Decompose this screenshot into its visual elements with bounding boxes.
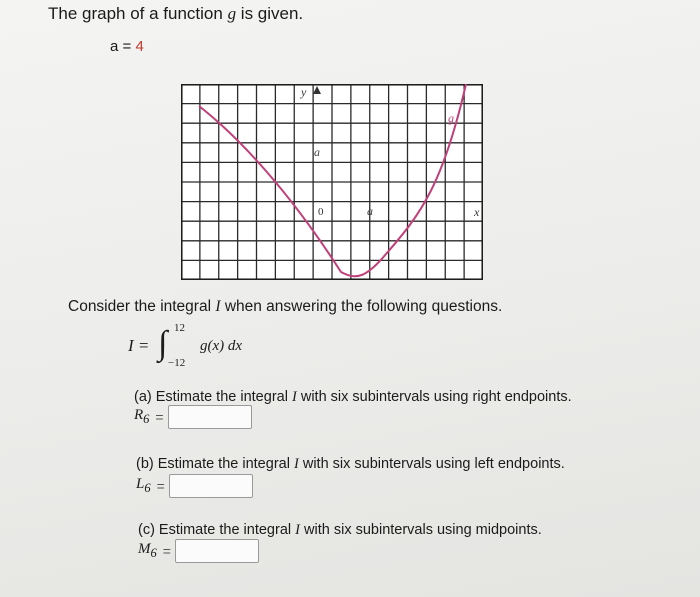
- curve-label: g: [448, 111, 454, 125]
- question-a-answer-row: $R_6$ =: [134, 405, 252, 429]
- left-endpoint-answer-input[interactable]: [169, 474, 253, 498]
- integral-upper-limit: 12: [174, 322, 185, 334]
- midpoint-sum-label: $M_6$: [138, 541, 157, 560]
- function-graph: [181, 84, 483, 280]
- parameter-value: 4: [135, 38, 144, 55]
- origin-label: 0: [318, 206, 324, 218]
- right-sum-label: $R_6$: [134, 407, 150, 426]
- left-sum-label: $L_6$: [136, 476, 151, 495]
- parameter-line: a = 4: [110, 38, 144, 55]
- consider-text: Consider the integral I when answering the following questions.: [68, 298, 503, 315]
- question-c-text: (c) Estimate the integral I with six subintervals using midpoints.: [138, 522, 542, 538]
- integral-expression: [128, 322, 288, 370]
- y-tick-label: a: [314, 145, 320, 159]
- parameter-label: a: [110, 38, 119, 55]
- problem-intro: The graph of a function g is given.: [48, 4, 304, 23]
- question-b-text: (b) Estimate the integral I with six subintervals using left endpoints.: [136, 456, 565, 472]
- question-a-text: (a) Estimate the integral I with six subintervals using right endpoints.: [134, 389, 572, 405]
- question-c-answer-row: $M_6$ =: [138, 539, 259, 563]
- integral-sign: ∫: [158, 325, 168, 362]
- integral-lower-limit: −12: [168, 357, 186, 369]
- x-axis-label: x: [474, 205, 480, 219]
- midpoint-answer-input[interactable]: [175, 539, 259, 563]
- function-name: g: [227, 4, 237, 23]
- integrand: g(x) dx: [200, 338, 243, 354]
- y-axis-label: y: [301, 85, 307, 99]
- integral-lhs: I =: [128, 336, 150, 355]
- question-b-answer-row: $L_6$ =: [136, 474, 253, 498]
- right-endpoint-answer-input[interactable]: [168, 405, 252, 429]
- x-tick-label: a: [367, 204, 373, 218]
